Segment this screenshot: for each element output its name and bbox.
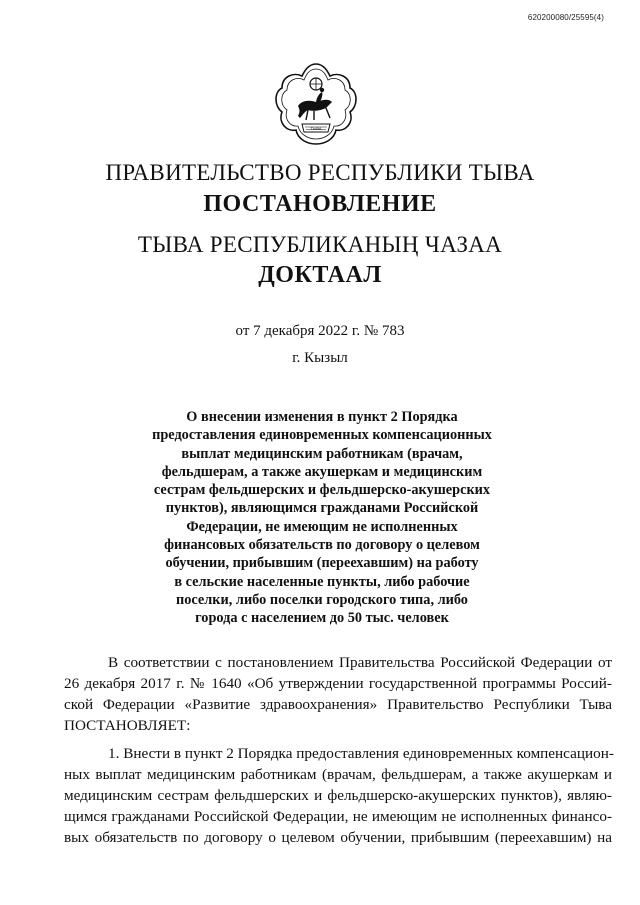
paragraph-line: 1. Внести в пункт 2 Порядка предоставления единовременных компенсацион- xyxy=(108,745,614,762)
document-type-tyv: ДОКТААЛ xyxy=(258,262,382,288)
paragraph-line: ПОСТАНОВЛЯЕТ: xyxy=(64,717,191,734)
heading-line: города с населением до 50 тыс. человек xyxy=(195,610,449,627)
clause-1-paragraph xyxy=(64,743,612,848)
heading-line: в сельские населенные пункты, либо рабочие xyxy=(174,573,470,590)
coat-of-arms-emblem xyxy=(272,60,360,148)
paragraph-line: медицинским сестрам фельдшерских и фельдшерско-акушерских пунктов), являю- xyxy=(64,787,612,804)
heading-line: сестрам фельдшерских и фельдшерско-акушерских xyxy=(153,482,491,499)
paragraph-line: В соответствии с постановлением Правительства Российской Федерации от xyxy=(108,654,612,671)
document-city: г. Кызыл xyxy=(292,350,348,366)
heading-line: О внесении изменения в пункт 2 Порядка xyxy=(186,409,458,425)
heading-line: финансовых обязательств по договору о целевом xyxy=(164,537,480,554)
government-title-tyv: ТЫВА РЕСПУБЛИКАНЫҢ ЧАЗАА xyxy=(137,232,503,257)
preamble-paragraph xyxy=(64,652,612,736)
heading-line: обучении, прибывшим (переехавшим) на работу xyxy=(165,555,479,572)
heading-line: поселки, либо поселки городского типа, либо xyxy=(176,591,468,608)
document-heading xyxy=(120,408,524,628)
heading-line: Федерации, не имеющим не исполненных xyxy=(186,518,458,535)
paragraph-line: вых обязательств по договору о целевом обучении, прибывшим (переехавшим) на xyxy=(64,829,612,846)
svg-text:ТЫВА: ТЫВА xyxy=(310,126,322,131)
paragraph-line: ных выплат медицинским работникам (врачам, фельдшерам, а также акушеркам и xyxy=(64,766,612,783)
paragraph-line: 26 декабря 2017 г. № 1640 «Об утверждении государственной программы Россий- xyxy=(64,675,612,692)
document-date-number: от 7 декабря 2022 г. № 783 xyxy=(235,323,405,339)
government-title-ru: ПРАВИТЕЛЬСТВО РЕСПУБЛИКИ ТЫВА xyxy=(105,160,535,185)
heading-line: предоставления единовременных компенсационных xyxy=(152,427,492,444)
heading-line: пунктов), являющимся гражданами Российской xyxy=(165,500,479,517)
document-type-ru: ПОСТАНОВЛЕНИЕ xyxy=(203,191,437,217)
document-code: 620200080/25595(4) xyxy=(527,13,604,22)
paragraph-line: ской Федерации «Развитие здравоохранения» Правительство Республики Тыва xyxy=(64,696,612,713)
heading-line: фельдшерам, а также акушеркам и медицинским xyxy=(161,463,483,480)
paragraph-line: щимся гражданами Российской Федерации, не имеющим не исполненных финансо- xyxy=(64,808,612,825)
heading-line: выплат медицинским работникам (врачам, xyxy=(181,445,463,462)
